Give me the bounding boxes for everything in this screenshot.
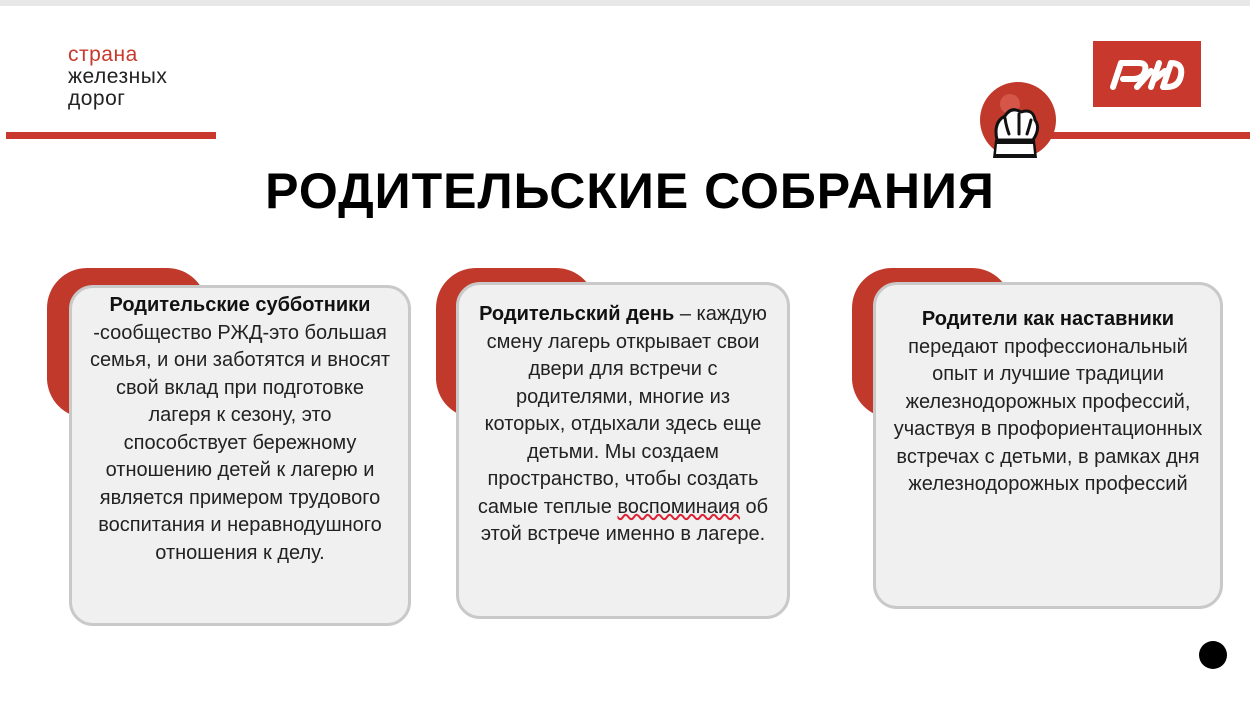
card-3-heading: Родители как наставники: [921, 308, 1175, 330]
top-divider: [0, 0, 1250, 6]
card-1-heading: Родительские субботники: [109, 294, 371, 316]
card-1: [69, 285, 411, 626]
card-2-text-after: об этой встрече именно в лагере.: [480, 495, 769, 545]
brand-text: [68, 44, 167, 110]
card-1-text: -сообщество РЖД-это большая семья, и они заботятся и вносят свой вклад при подготовке лагеря к сезону, это способствует бережному отношению детей к лагерю и является примером трудового воспитания и неравнодушного отношения к делу.: [89, 321, 391, 564]
brand-line-2: железных: [68, 65, 168, 88]
rzd-logo-icon: [1093, 41, 1201, 107]
card-3-text: передают профессиональный опыт и лучшие традиции железнодорожных профессий, участвуя в профориентационных встречах с детьми, в рамках дня железнодорожных профессий: [893, 335, 1203, 495]
brand-line-1: страна: [68, 43, 138, 66]
card-2-heading: Родительский день: [479, 303, 675, 325]
card-2: [456, 282, 790, 619]
brand-line-3: дорог: [68, 87, 126, 110]
card-2-misspelled-word: воспоминаия: [617, 495, 740, 518]
page-title: РОДИТЕЛЬСКИЕ СОБРАНИЯ: [265, 163, 995, 219]
card-2-text-before: – каждую смену лагерь открывает свои двери для встречи с родителями, многие из которых, отдыхали здесь еще детьми. Мы создаем пространство, чтобы создать самые теплые: [477, 303, 767, 518]
right-accent-bar: [1040, 132, 1250, 139]
card-3: [873, 282, 1223, 609]
chef-hat-icon: [975, 82, 1057, 174]
left-accent-bar: [6, 132, 216, 139]
black-dot: [1199, 641, 1227, 669]
